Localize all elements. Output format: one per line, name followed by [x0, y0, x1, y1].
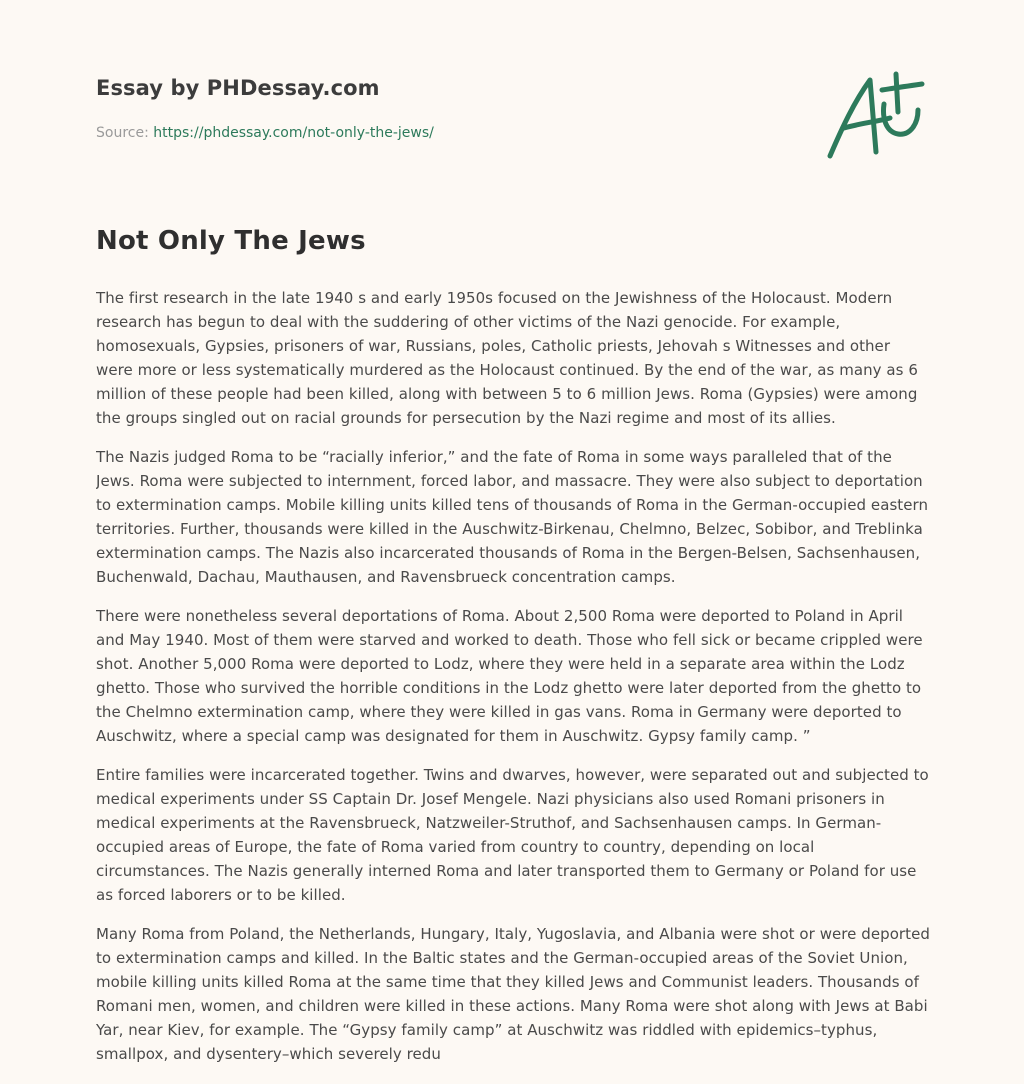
essay-title: Not Only The Jews: [96, 226, 366, 256]
essay-body: [96, 286, 930, 1076]
page-header: [96, 72, 936, 192]
a-plus-logo-icon: [824, 68, 928, 164]
site-title: Essay by PHDessay.com: [96, 76, 380, 100]
essay-paragraph: The Nazis judged Roma to be “racially inferior,” and the fate of Roma in some ways paralleled that of the Jews. Roma were subjected to internment, forced labor, and massacre. They were also subject to deportation to extermination camps. Mobile killing units killed tens of thousands of Roma in the German-occupied eastern territories. Further, thousands were killed in the Auschwitz-Birkenau, Chelmno, Belzec, Sobibor, and Treblinka extermination camps. The Nazis also incarcerated thousands of Roma in the Bergen-Belsen, Sachsenhausen, Buchenwald, Dachau, Mauthausen, and Ravensbrueck concentration camps.: [96, 448, 929, 586]
essay-paragraph: The first research in the late 1940 s and early 1950s focused on the Jewishness of the Holocaust. Modern research has begun to deal with the suddering of other victims of the Nazi genocide. For example, homosexuals, Gypsies, prisoners of war, Russians, poles, Catholic priests, Jehovah s Witnesses and other were more or less systematically murdered as the Holocaust continued. By the end of the war, as many as 6 million of these people had been killed, along with between 5 to 6 million Jews. Roma (Gypsies) were among the groups singled out on racial grounds for persecution by the Nazi regime and most of its allies.: [96, 289, 918, 427]
essay-paragraph: There were nonetheless several deportations of Roma. About 2,500 Roma were deported to Poland in April and May 1940. Most of them were starved and worked to death. Those who fell sick or became crippled were shot. Another 5,000 Roma were deported to Lodz, where they were held in a separate area within the Lodz ghetto. Those who survived the horrible conditions in the Lodz ghetto were later deported from the ghetto to the Chelmno extermination camp, where they were killed in gas vans. Roma in Germany were deported to Auschwitz, where a special camp was designated for them in Auschwitz. Gypsy family camp. ”: [96, 607, 923, 745]
essay-paragraph: Entire families were incarcerated together. Twins and dwarves, however, were separated out and subjected to medical experiments under SS Captain Dr. Josef Mengele. Nazi physicians also used Romani prisoners in medical experiments at the Ravensbrueck, Natzweiler-Struthof, and Sachsenhausen camps. In German-occupied areas of Europe, the fate of Roma varied from country to country, depending on local circumstances. The Nazis generally interned Roma and later transported them to Germany or Poland for use as forced laborers or to be killed.: [96, 766, 929, 904]
source-label: Source:: [96, 125, 154, 141]
source-link[interactable]: https://phdessay.com/not-only-the-jews/: [153, 125, 434, 141]
essay-paragraph: Many Roma from Poland, the Netherlands, Hungary, Italy, Yugoslavia, and Albania were shot or were deported to extermination camps and killed. In the Baltic states and the German-occupied areas of the Soviet Union, mobile killing units killed Roma at the same time that they killed Jews and Communist leaders. Thousands of Romani men, women, and children were killed in these actions. Many Roma were shot along with Jews at Babi Yar, near Kiev, for example. The “Gypsy family camp” at Auschwitz was riddled with epidemics–typhus, smallpox, and dysentery–which severely redu: [96, 925, 930, 1063]
source-line: [96, 125, 434, 141]
